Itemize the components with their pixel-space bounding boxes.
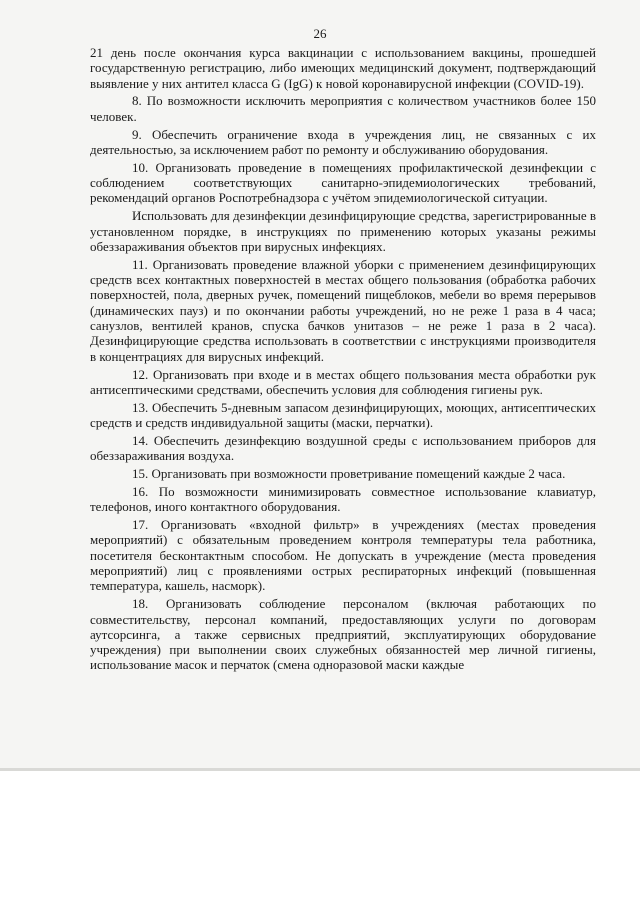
scan-bottom-edge [0, 768, 640, 771]
paragraph-item-10-note: Использовать для дезинфекции дезинфицирующие средства, зарегистрированные в установленном порядке, в инструкциях по применению которых указаны режимы обеззараживания объектов при вирусных инфекциях. [90, 208, 596, 254]
document-body [90, 45, 596, 675]
paragraph-item-11: 11. Организовать проведение влажной уборки с применением дезинфицирующих средств всех контактных поверхностей в местах общего пользования (обработка рабочих поверхностей, пола, дверных ручек, помещений пищеблоков, мебели во время перерывов (динамических пауз) и по окончании работы учреждений, но не реже 1 раза в 4 часа; санузлов, вентилей кранов, спуска бачков унитазов – не реже 1 раза в 2 часа). Дезинфицирующие средства использовать в соответствии с инструкциями производителя в концентрациях для вирусных инфекций. [90, 256, 596, 364]
paragraph-continuation: 21 день после окончания курса вакцинации с использованием вакцины, прошедшей государственную регистрацию, либо имеющих медицинский документ, подтверждающий выявление у них антител класса G (IgG) к новой коронавирусной инфекции (COVID-19). [90, 45, 596, 91]
paragraph-item-10: 10. Организовать проведение в помещениях профилактической дезинфекции с соблюдением соответствующих санитарно-эпидемиологических требований, рекомендаций органов Роспотребнадзора с учётом эпидемиологической ситуации. [90, 159, 596, 206]
paragraph-item-15: 15. Организовать при возможности проветривание помещений каждые 2 часа. [132, 466, 566, 482]
paragraph-item-14: 14. Обеспечить дезинфекцию воздушной среды с использованием приборов для обеззараживания воздуха. [90, 432, 596, 464]
paragraph-item-12: 12. Организовать при входе и в местах общего пользования места обработки рук антисептическими средствами, обеспечить условия для соблюдения гигиены рук. [90, 366, 596, 397]
page-number: 26 [313, 26, 327, 41]
paragraph-item-8: 8. По возможности исключить мероприятия с количеством участников более 150 человек. [90, 93, 596, 124]
paragraph-item-9: 9. Обеспечить ограничение входа в учреждения лиц, не связанных с их деятельностью, за исключением работ по ремонту и обслуживанию оборудования. [90, 126, 596, 157]
paragraph-item-13: 13. Обеспечить 5-дневным запасом дезинфицирующих, моющих, антисептических средств и средств индивидуальной защиты (маски, перчатки). [90, 399, 596, 430]
paragraph-item-18: 18. Организовать соблюдение персоналом (включая работающих по совместительству, персонал компаний, предоставляющих услуги по договорам аутсорсинга, а также сервисных предприятий, эксплуатирующих оборудование учреждения) при выполнении своих служебных обязанностей мер личной гигиены, использование масок и перчаток (смена одноразовой маски каждые [90, 596, 596, 673]
paragraph-item-17: 17. Организовать «входной фильтр» в учреждениях (местах проведения мероприятий) с обязательным проведением контроля температуры тела работника, посетителя бесконтактным способом. Не допускать в учреждение (места проведения мероприятий) лиц с проявлениями острых респираторных инфекций (повышенная температура, кашель, насморк). [90, 517, 596, 594]
paragraph-item-16: 16. По возможности минимизировать совместное использование клавиатур, телефонов, иного контактного оборудования. [90, 483, 596, 515]
